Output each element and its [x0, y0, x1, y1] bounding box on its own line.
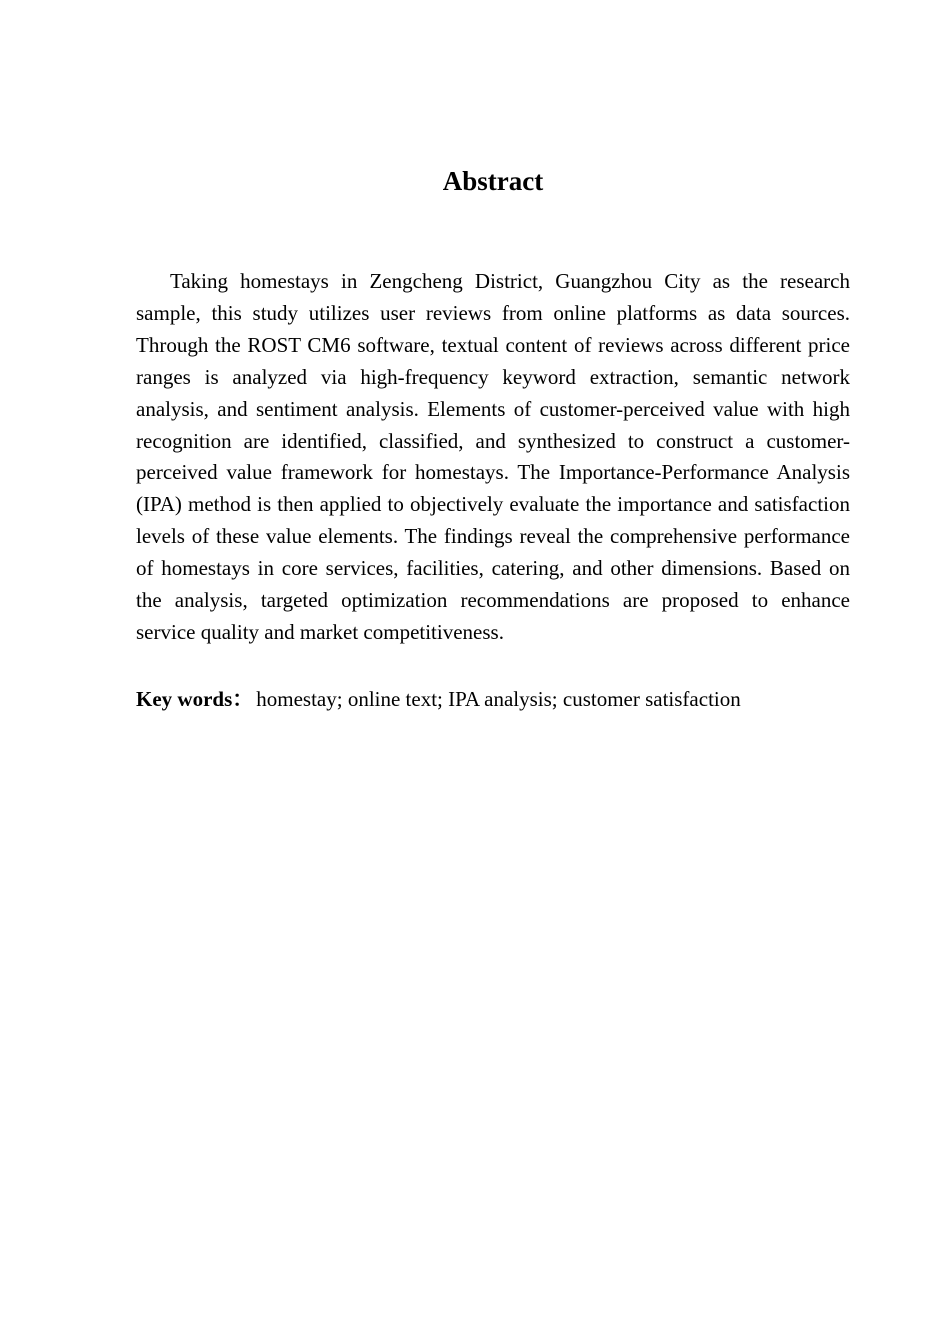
keywords-separator: ：	[232, 687, 254, 711]
keywords-line	[136, 684, 850, 716]
keywords-label: Key words	[136, 687, 233, 711]
abstract-body: Taking homestays in Zengcheng District, Guangzhou City as the research sample, this study utilizes user reviews from online platforms as data sources. Through the ROST CM6 software, textual content of reviews across different price ranges is analyzed via high-frequency keyword extraction, semantic network analysis, and sentiment analysis. Elements of customer-perceived value with high recognition are identified, classified, and synthesized to construct a customer-perceived value framework for homestays. The Importance-Performance Analysis (IPA) method is then applied to objectively evaluate the importance and satisfaction levels of these value elements. The findings reveal the comprehensive performance of homestays in core services, facilities, catering, and other dimensions. Based on the analysis, targeted optimization recommendations are proposed to enhance service quality and market competitiveness.	[136, 269, 850, 644]
abstract-title: Abstract	[442, 166, 544, 196]
keywords-values: homestay; online text; IPA analysis; customer satisfaction	[256, 687, 741, 711]
